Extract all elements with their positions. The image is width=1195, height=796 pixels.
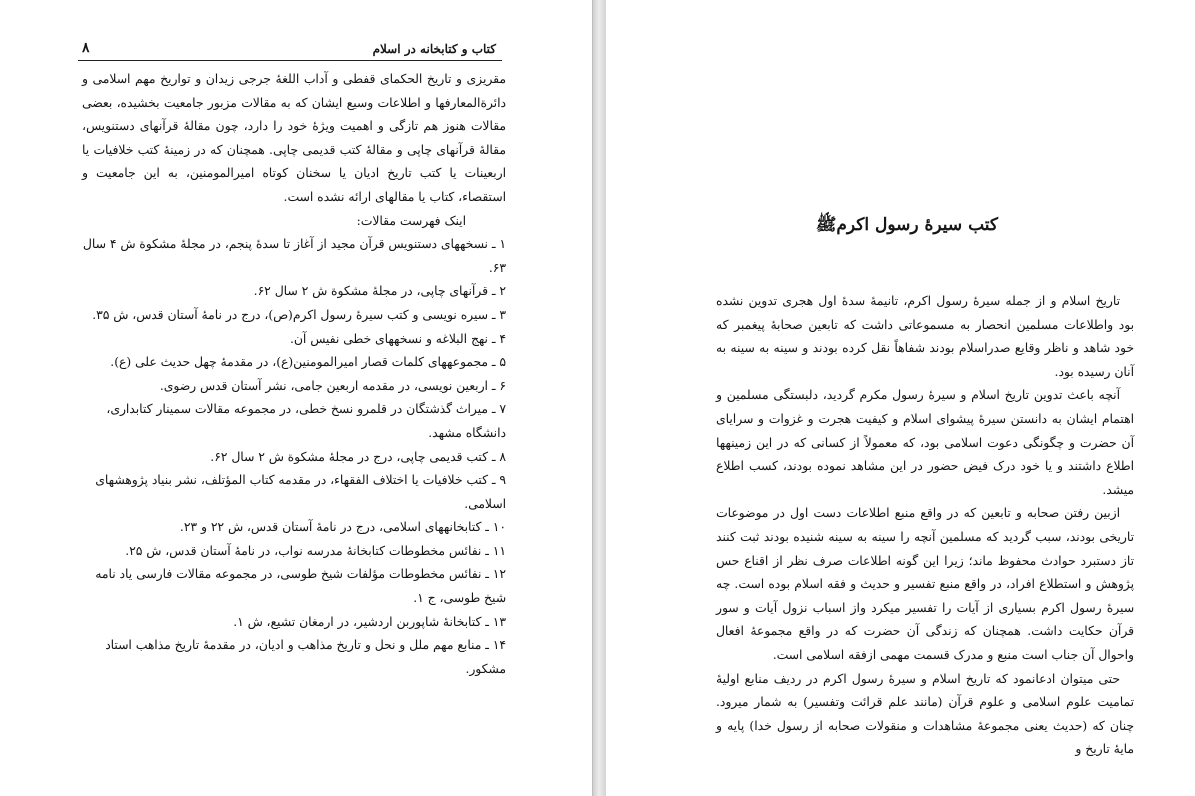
list-item: ۶ ـ اربعین نویسی، در مقدمه اربعین جامی، نشر آستان قدس رضوی. [159, 378, 506, 393]
page-number: ۸ [82, 40, 90, 56]
book-gutter [593, 0, 606, 796]
body-paragraph: ازبین رفتن صحابه و تابعین که در واقع منبع اطلاعات دست اول در موضوعات تاریخی بودند، سبب گردید که مسلمین آنچه را سینه به سینه شنیده بودند ثبت کنند تاز دستبرد حوادث محفوظ ماند؛ زیرا این گونه اطلاعات صرف نظر از اقناع حس پژوهش و استطلاع افراد، در واقع منبع تفسیر و حدیث و فقه اسلام بوده است. چه سیرهٔ رسول اکرم بسیاری از آیات را تفسیر میکرد واز اسباب نزول آیات و سور قرآن حکایت داشت. همچنان که زندگی آن حضرت که در واقع مجموعهٔ افعال واحوال آن جناب است منبع و مدرک قسمت مهمی ازفقه اسلامی است. [716, 506, 1134, 662]
right-page [606, 0, 1195, 796]
list-intro: اینک فهرست مقالات: [356, 213, 466, 228]
list-item: ۱۳ ـ کتابخانهٔ شاپوربن اردشیر، در ارمغان تشیع، ش ۱. [233, 614, 506, 629]
running-head [78, 40, 502, 61]
list-item: ۱۱ ـ نفائس مخطوطات کتابخانهٔ مدرسه نواب، در نامهٔ آستان قدس، ش ۲۵. [125, 543, 506, 558]
left-page [0, 0, 593, 796]
intro-paragraph: مقریزی و تاریخ الحکمای قفطی و آداب اللغهٔ جرجی زیدان و تواریخ مهم اسلامی و دائرةالمعارفها و اطلاعات وسیع ایشان که به مقالات مزبور جامعیت بخشیده، بعضی مقالات هنوز هم تازگی و اهمیت ویژهٔ خود را دارد، چون مقالهٔ قرآنهای دستنویس، مقالهٔ قرآنهای چاپی و مقالهٔ کتب قدیمی چاپی. همچنان که در زمینهٔ کتب خلافیات یا اربعینات یا کتب تاریخ ادیان یا سخنان کوتاه امیرالمومنین، به این جامعیت و استقصاء، کتاب یا مقالهای ارائه نشده است. [82, 72, 506, 204]
list-item: ۱۴ ـ منابع مهم ملل و نحل و تاریخ مذاهب و ادیان، در مقدمهٔ تاریخ مذاهب استاد مشکور. [105, 638, 506, 676]
list-item: ۱۰ ـ کتابخانههای اسلامی، درج در نامهٔ آستان قدس، ش ۲۲ و ۲۳. [179, 520, 506, 535]
left-page-body [82, 68, 506, 681]
list-item: ۹ ـ کتب خلافیات یا اختلاف الفقهاء، در مقدمه کتاب المؤتلف، نشر بنیاد پژوهشهای اسلامی. [95, 473, 506, 511]
list-item: ۳ ـ سیره نویسی و کتب سیرهٔ رسول اکرم(ص)، درج در نامهٔ آستان قدس، ش ۳۵. [92, 307, 506, 322]
chapter-title: کتب سیرهٔ رسول اکرمﷺ [815, 215, 998, 235]
right-page-body [716, 290, 1134, 762]
body-paragraph: حتی میتوان ادعانمود که تاریخ اسلام و سیرهٔ رسول اکرم در ردیف منابع اولیهٔ تمامیت علوم اسلامی و علوم قرآن (مانند علم قرائت وتفسیر) به شمار میرود. چنان که (حدیث یعنی مجموعهٔ مشاهدات و منقولات صحابه از رسول خدا) پایه و مایهٔ تاریخ و [716, 671, 1135, 757]
body-paragraph: آنچه باعث تدوین تاریخ اسلام و سیرهٔ رسول مکرم گردید، دلبستگی مسلمین و اهتمام ایشان به دانستن سیرهٔ پیشوای اسلام و کیفیت هجرت و غزوات و سرایای آن حضرت و چگونگی دعوت اسلامی بود، که معمولاً از کسانی که در این زمینهها اطلاع داشتند و یا خود درک فیض حضور در این مشاهد نموده بودند، کسب اطلاع میشد. [716, 388, 1134, 497]
list-item: ۱ ـ نسخههای دستنویس قرآن مجید از آغاز تا سدهٔ پنجم، در مجلهٔ مشکوة ش ۴ سال ۶۳. [82, 237, 506, 275]
list-item: ۸ ـ کتب قدیمی چاپی، درج در مجلهٔ مشکوة ش ۲ سال ۶۲. [210, 449, 506, 464]
list-item: ۷ ـ میراث گذشتگان در قلمرو نسخ خطی، در مجموعه مقالات سمینار کتابداری، دانشگاه مشهد. [106, 402, 506, 440]
list-item: ۲ ـ قرآنهای چاپی، در مجلهٔ مشکوة ش ۲ سال ۶۲. [253, 284, 506, 299]
list-item: ۵ ـ مجموعههای کلمات قصار امیرالمومنین(ع)، در مقدمهٔ چهل حدیث علی (ع). [110, 355, 506, 370]
body-paragraph: تاریخ اسلام و از جمله سیرهٔ رسول اکرم، تانیمهٔ سدهٔ اول هجری تدوین نشده بود واطلاعات مسلمین انحصار به مسموعاتی داشت که تابعین صحابهٔ پیغمبر که خود شاهد و ناظر وقایع صدراسلام بودند شفاهاً نقل کرده بودند و سینه به سینه به آنان رسیده بود. [716, 294, 1134, 379]
running-title: کتاب و کتابخانه در اسلام [372, 42, 496, 56]
list-item: ۴ ـ نهج البلاغه و نسخههای خطی نفیس آن. [289, 331, 506, 346]
list-item: ۱۲ ـ نفائس مخطوطات مؤلفات شیخ طوسی، در مجموعه مقالات فارسی یاد نامه شیخ طوسی، ج ۱. [95, 567, 506, 606]
